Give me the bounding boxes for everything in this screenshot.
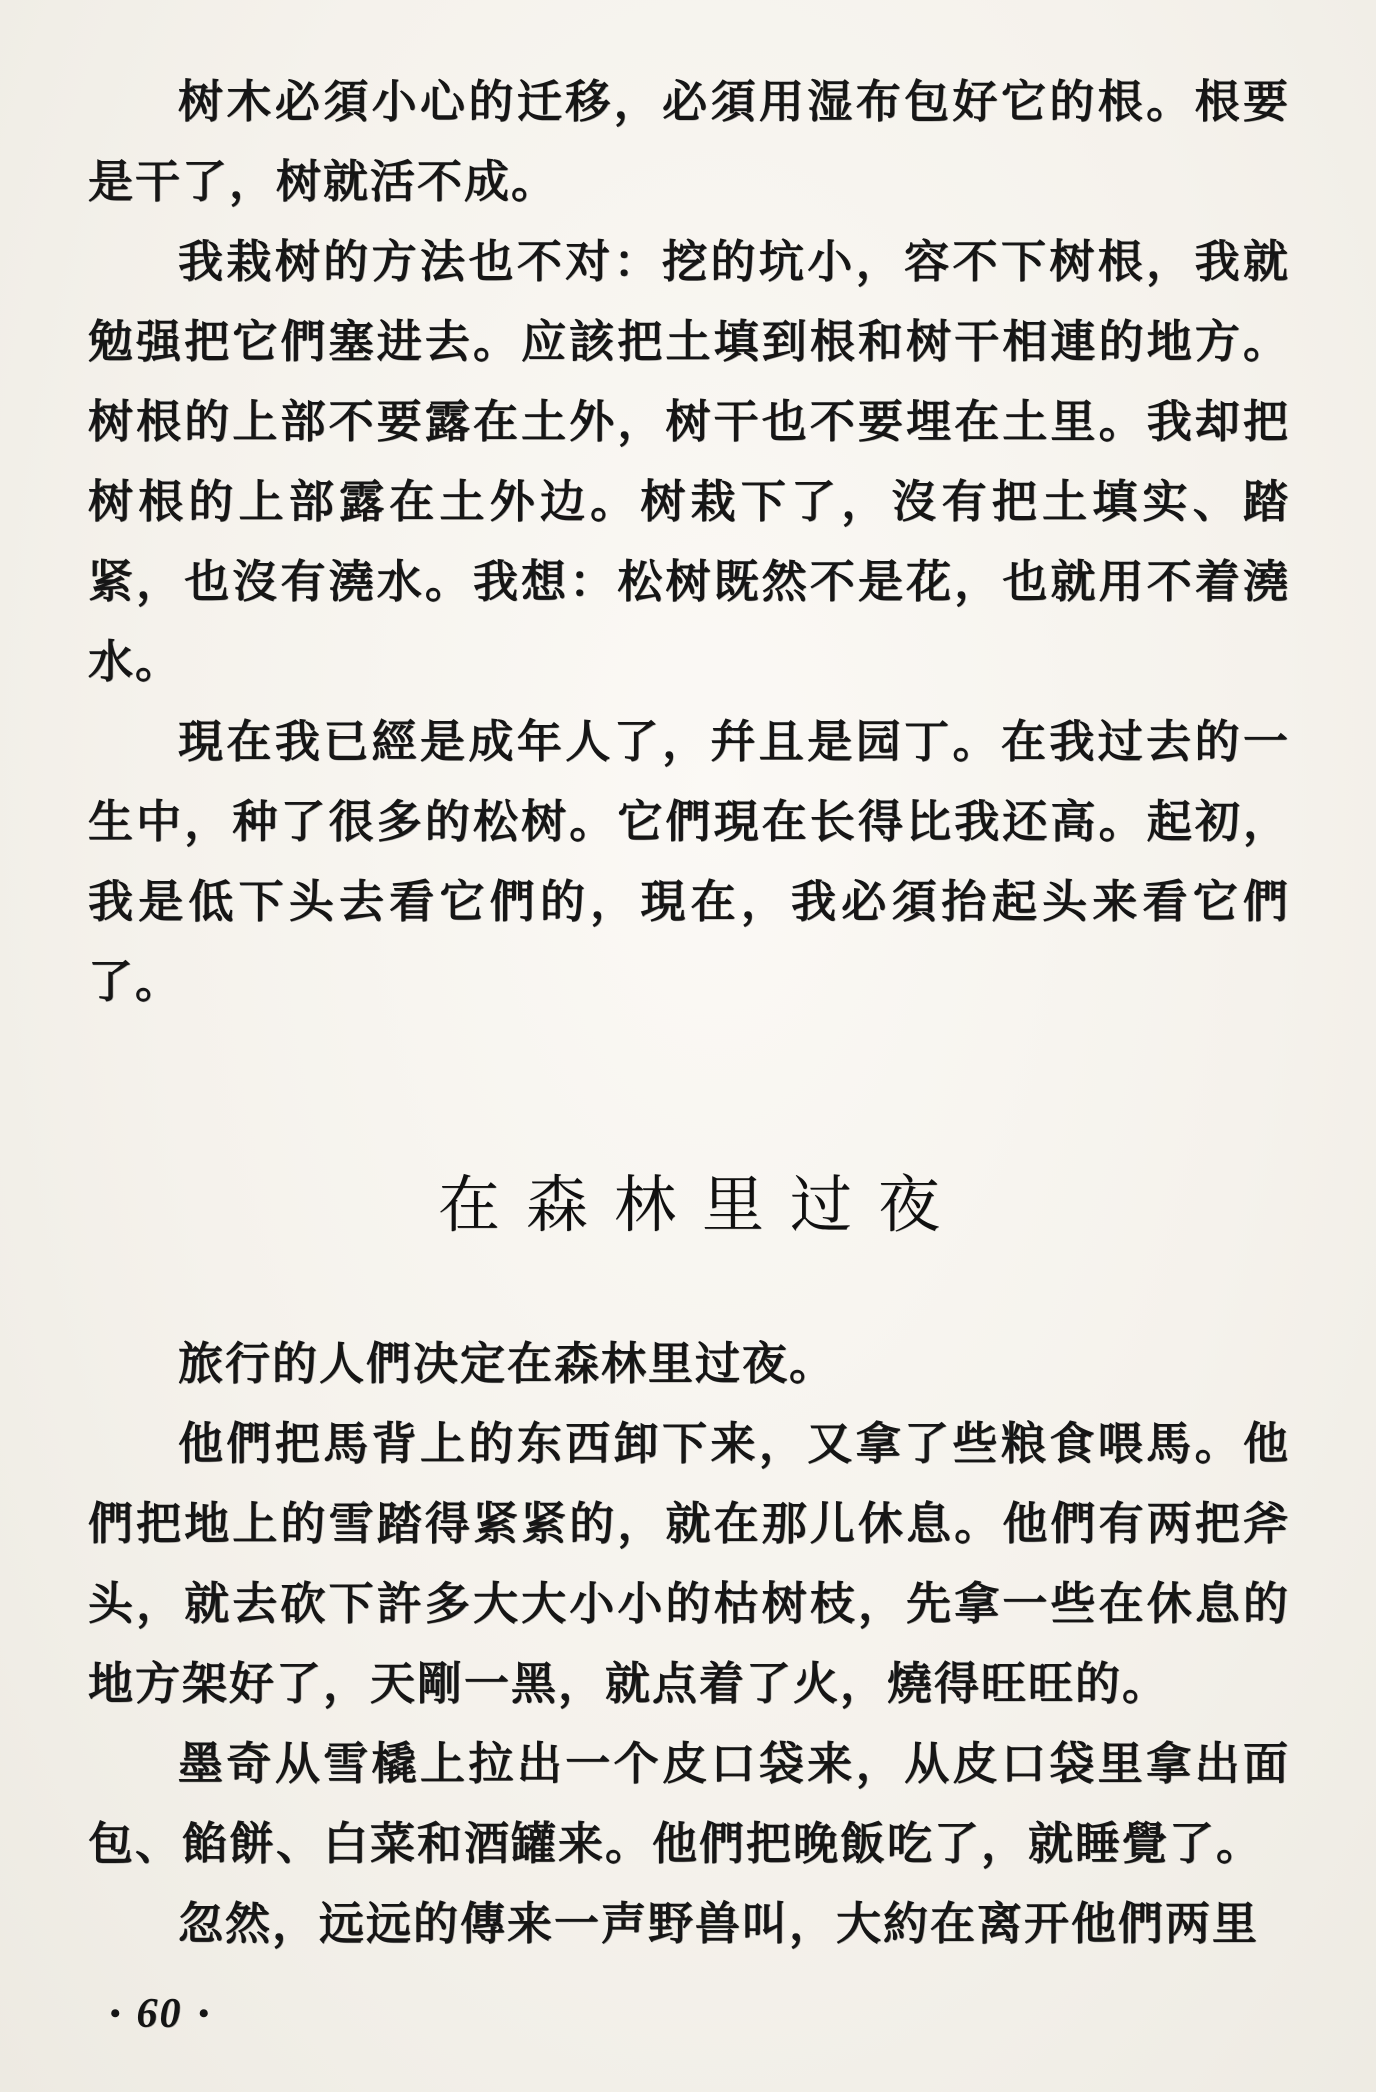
chapter-title: 在森林里过夜 (437, 1172, 966, 1240)
story-end-paragraph-3: 現在我已經是成年人了，幷且是园丁。在我过去的一生中，种了很多的松树。它們現在长得比我还高。起初，我是低下头去看它們的，現在，我必須抬起头来看它們了。 (88, 717, 1290, 1007)
page-number-right-dot-icon: • (198, 1997, 210, 2030)
page-number-left-dot-icon: • (110, 1997, 121, 2030)
page-number-value: 60 (136, 1991, 183, 2037)
chapter-paragraph-4: 忽然，远远的傳来一声野兽叫，大約在离开他們两里 (178, 1899, 1260, 1949)
chapter-paragraph-2: 他們把馬背上的东西卸下来，又拿了些粮食喂馬。他們把地上的雪踏得紧紧的，就在那儿休息。他們有两把斧头，就去砍下許多大大小小的枯树枝，先拿一些在休息的地方架好了，天剛一黑，就点着了火，燒得旺旺的。 (88, 1419, 1290, 1709)
chapter-paragraph-3: 墨奇从雪橇上拉出一个皮口袋来，从皮口袋里拿出面包、餡餅、白菜和酒罐来。他們把晚飯吃了，就睡覺了。 (88, 1739, 1290, 1869)
chapter-paragraph-1: 旅行的人們决定在森林里过夜。 (178, 1339, 837, 1389)
story-end-paragraph-1: 树木必須小心的迁移，必須用湿布包好它的根。根要是干了，树就活不成。 (88, 77, 1290, 207)
page-number (110, 1990, 1290, 2038)
story-end-paragraph-2: 我栽树的方法也不对：挖的坑小，容不下树根，我就勉强把它們塞进去。应該把土填到根和树干相連的地方。树根的上部不要露在土外，树干也不要埋在土里。我却把树根的上部露在土外边。树栽下了，沒有把土填实、踏紧，也沒有澆水。我想：松树既然不是花，也就用不着澆水。 (88, 237, 1290, 687)
